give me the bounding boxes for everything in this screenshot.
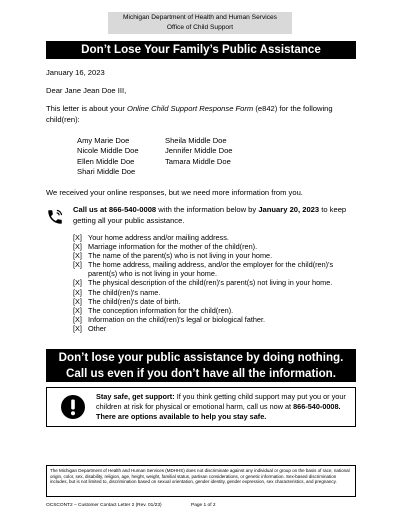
- safety-text: Stay safe, get support: If you think getting child support may put you or your children at risk for physical or emotional harm, call us now at 866-540-0008. There are options available to help you stay safe.: [96, 392, 346, 421]
- checklist-item: [X] Information on the child(ren)'s legal or biological father.: [73, 314, 266, 324]
- checklist-item: [X] The conception information for the child(ren).: [73, 305, 234, 315]
- child-name: Tamara Middle Doe: [165, 156, 231, 166]
- form-name: Online Child Support Response Form: [127, 104, 254, 113]
- nondiscrimination-disclaimer: The Michigan Department of Health and Human Services (MDHHS) does not discriminate against any individual or group on the basis of race, national origin, color, sex, disability, religion, age, height, weight, familial status, partisan considerations, or genetic information. Sex-based discrimination includes, but is not limited to, discrimination based on sexual orientation, gender identity, gender expression, sex characteristics, and pregnancy.: [46, 465, 356, 497]
- office-name: Office of Child Support: [166, 24, 234, 31]
- checklist-item: [X] Marriage information for the mother of the child(ren).: [73, 242, 258, 252]
- form-id: OCSCONT2 – Customer Contact Letter 2 (Rev. 01/23): [46, 503, 162, 508]
- safety-lead: Stay safe, get support:: [96, 392, 175, 401]
- child-name: Sheila Middle Doe: [165, 136, 227, 145]
- checklist-item: [X] Other: [73, 323, 107, 333]
- page-number: Page 1 of 2: [191, 503, 216, 508]
- safety-phone: 866-540-0008. There are options available to help you stay safe.: [96, 402, 341, 421]
- safety-notice-box: [46, 387, 356, 427]
- page-title: Don’t Lose Your Family’s Public Assistance: [46, 41, 356, 59]
- children-list-col1: [77, 136, 139, 177]
- child-name: Shari Middle Doe: [77, 166, 136, 176]
- intro-before: This letter is about your: [46, 104, 128, 113]
- child-name: Nicole Middle Doe: [77, 146, 139, 156]
- call-phone: Call us at 866-540-0008: [73, 205, 157, 214]
- checklist-item: [X] Your home address and/or mailing address.: [73, 233, 229, 242]
- received-notice: We received your online responses, but we need more information from you.: [46, 188, 303, 197]
- intro-after: (e842) for the following child(ren):: [46, 104, 333, 124]
- exclamation-alert-icon: [61, 395, 85, 419]
- checklist-item: [X] The home address, mailing address, and/or the employer for the child(ren)'s parent(s) who is not living in your home.: [73, 260, 334, 279]
- call-deadline: January 20, 2023: [258, 205, 320, 214]
- banner-line-2: Call us even if you don’t have all the information.: [66, 367, 336, 380]
- missing-info-checklist: [73, 233, 363, 333]
- call-reminder-banner: [46, 349, 356, 382]
- child-name: Ellen Middle Doe: [77, 156, 135, 166]
- checklist-item: [X] The child(ren)'s name.: [73, 287, 161, 297]
- checklist-item: [X] The physical description of the child(ren)'s parent(s) not living in your home.: [73, 278, 333, 288]
- checklist-item: [X] The name of the parent(s) who is not living in your home.: [73, 251, 273, 261]
- greeting: Dear Jane Jean Doe III,: [46, 86, 127, 95]
- agency-name: Michigan Department of Health and Human Services: [123, 14, 277, 21]
- letter-date: January 16, 2023: [46, 68, 105, 77]
- call-instruction: Call us at 866-540-0008 with the information below by January 20, 2023 to keep getting all your public assistance.: [73, 205, 347, 225]
- phone-icon: [46, 208, 64, 226]
- child-name: Jennifer Middle Doe: [165, 146, 233, 156]
- children-list-col2: [165, 136, 233, 167]
- banner-line-1: Don’t lose your public assistance by doing nothing.: [58, 351, 344, 364]
- agency-header: [108, 12, 292, 34]
- child-name: Amy Marie Doe: [77, 136, 130, 145]
- intro-paragraph: [46, 104, 354, 125]
- checklist-item: [X] The child(ren)'s date of birth.: [73, 296, 181, 306]
